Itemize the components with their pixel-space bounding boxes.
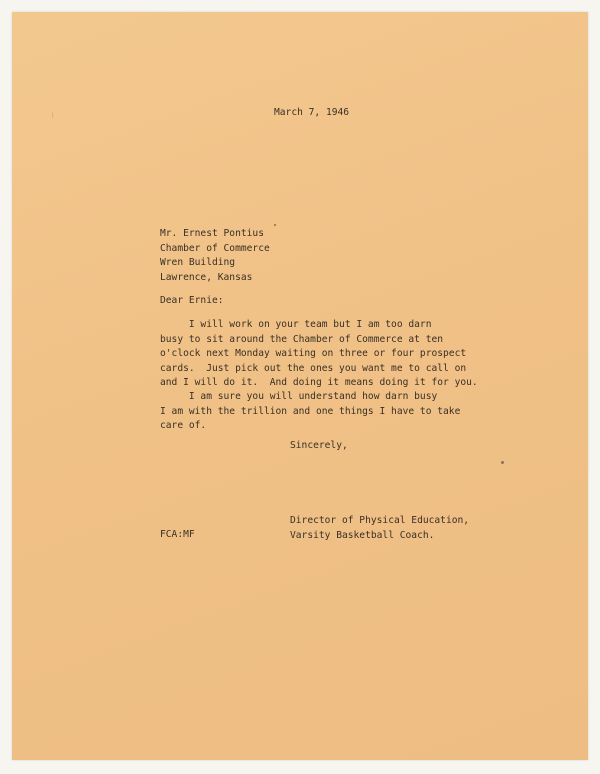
letter-date: March 7, 1946	[274, 107, 350, 118]
paper-crease-mark	[52, 112, 53, 118]
recipient-name: Mr. Ernest Pontius	[160, 228, 264, 239]
signature-title: Varsity Basketball Coach.	[290, 529, 435, 541]
recipient-city: Lawrence, Kansas	[160, 271, 253, 283]
typist-initials: FCA:MF	[160, 529, 195, 540]
body-line: I am with the trillion and one things I have to take	[160, 405, 461, 417]
body-line: cards. Just pick out the ones you want me to call on	[160, 362, 467, 374]
closing: Sincerely,	[290, 440, 348, 451]
salutation: Dear Ernie:	[160, 295, 224, 306]
letter-page	[12, 12, 588, 760]
recipient-address	[160, 227, 270, 285]
body-line: care of.	[160, 420, 207, 432]
signature-block	[290, 514, 469, 543]
body-line: I am sure you will understand how darn busy	[160, 391, 438, 402]
body-paragraph-2	[160, 390, 460, 434]
recipient-building: Wren Building	[160, 257, 236, 269]
body-line: I will work on your team but I am too darn	[160, 319, 432, 330]
recipient-organization: Chamber of Commerce	[160, 242, 270, 254]
body-line: busy to sit around the Chamber of Commerce at ten	[160, 333, 444, 345]
body-line: o'clock next Monday waiting on three or four prospect	[160, 348, 467, 360]
body-line: and I will do it. And doing it means doing it for you.	[160, 377, 478, 389]
body-paragraph-1	[160, 318, 478, 391]
paper-speck	[501, 461, 504, 464]
signature-title: Director of Physical Education,	[290, 515, 470, 526]
paper-speck	[274, 224, 276, 226]
